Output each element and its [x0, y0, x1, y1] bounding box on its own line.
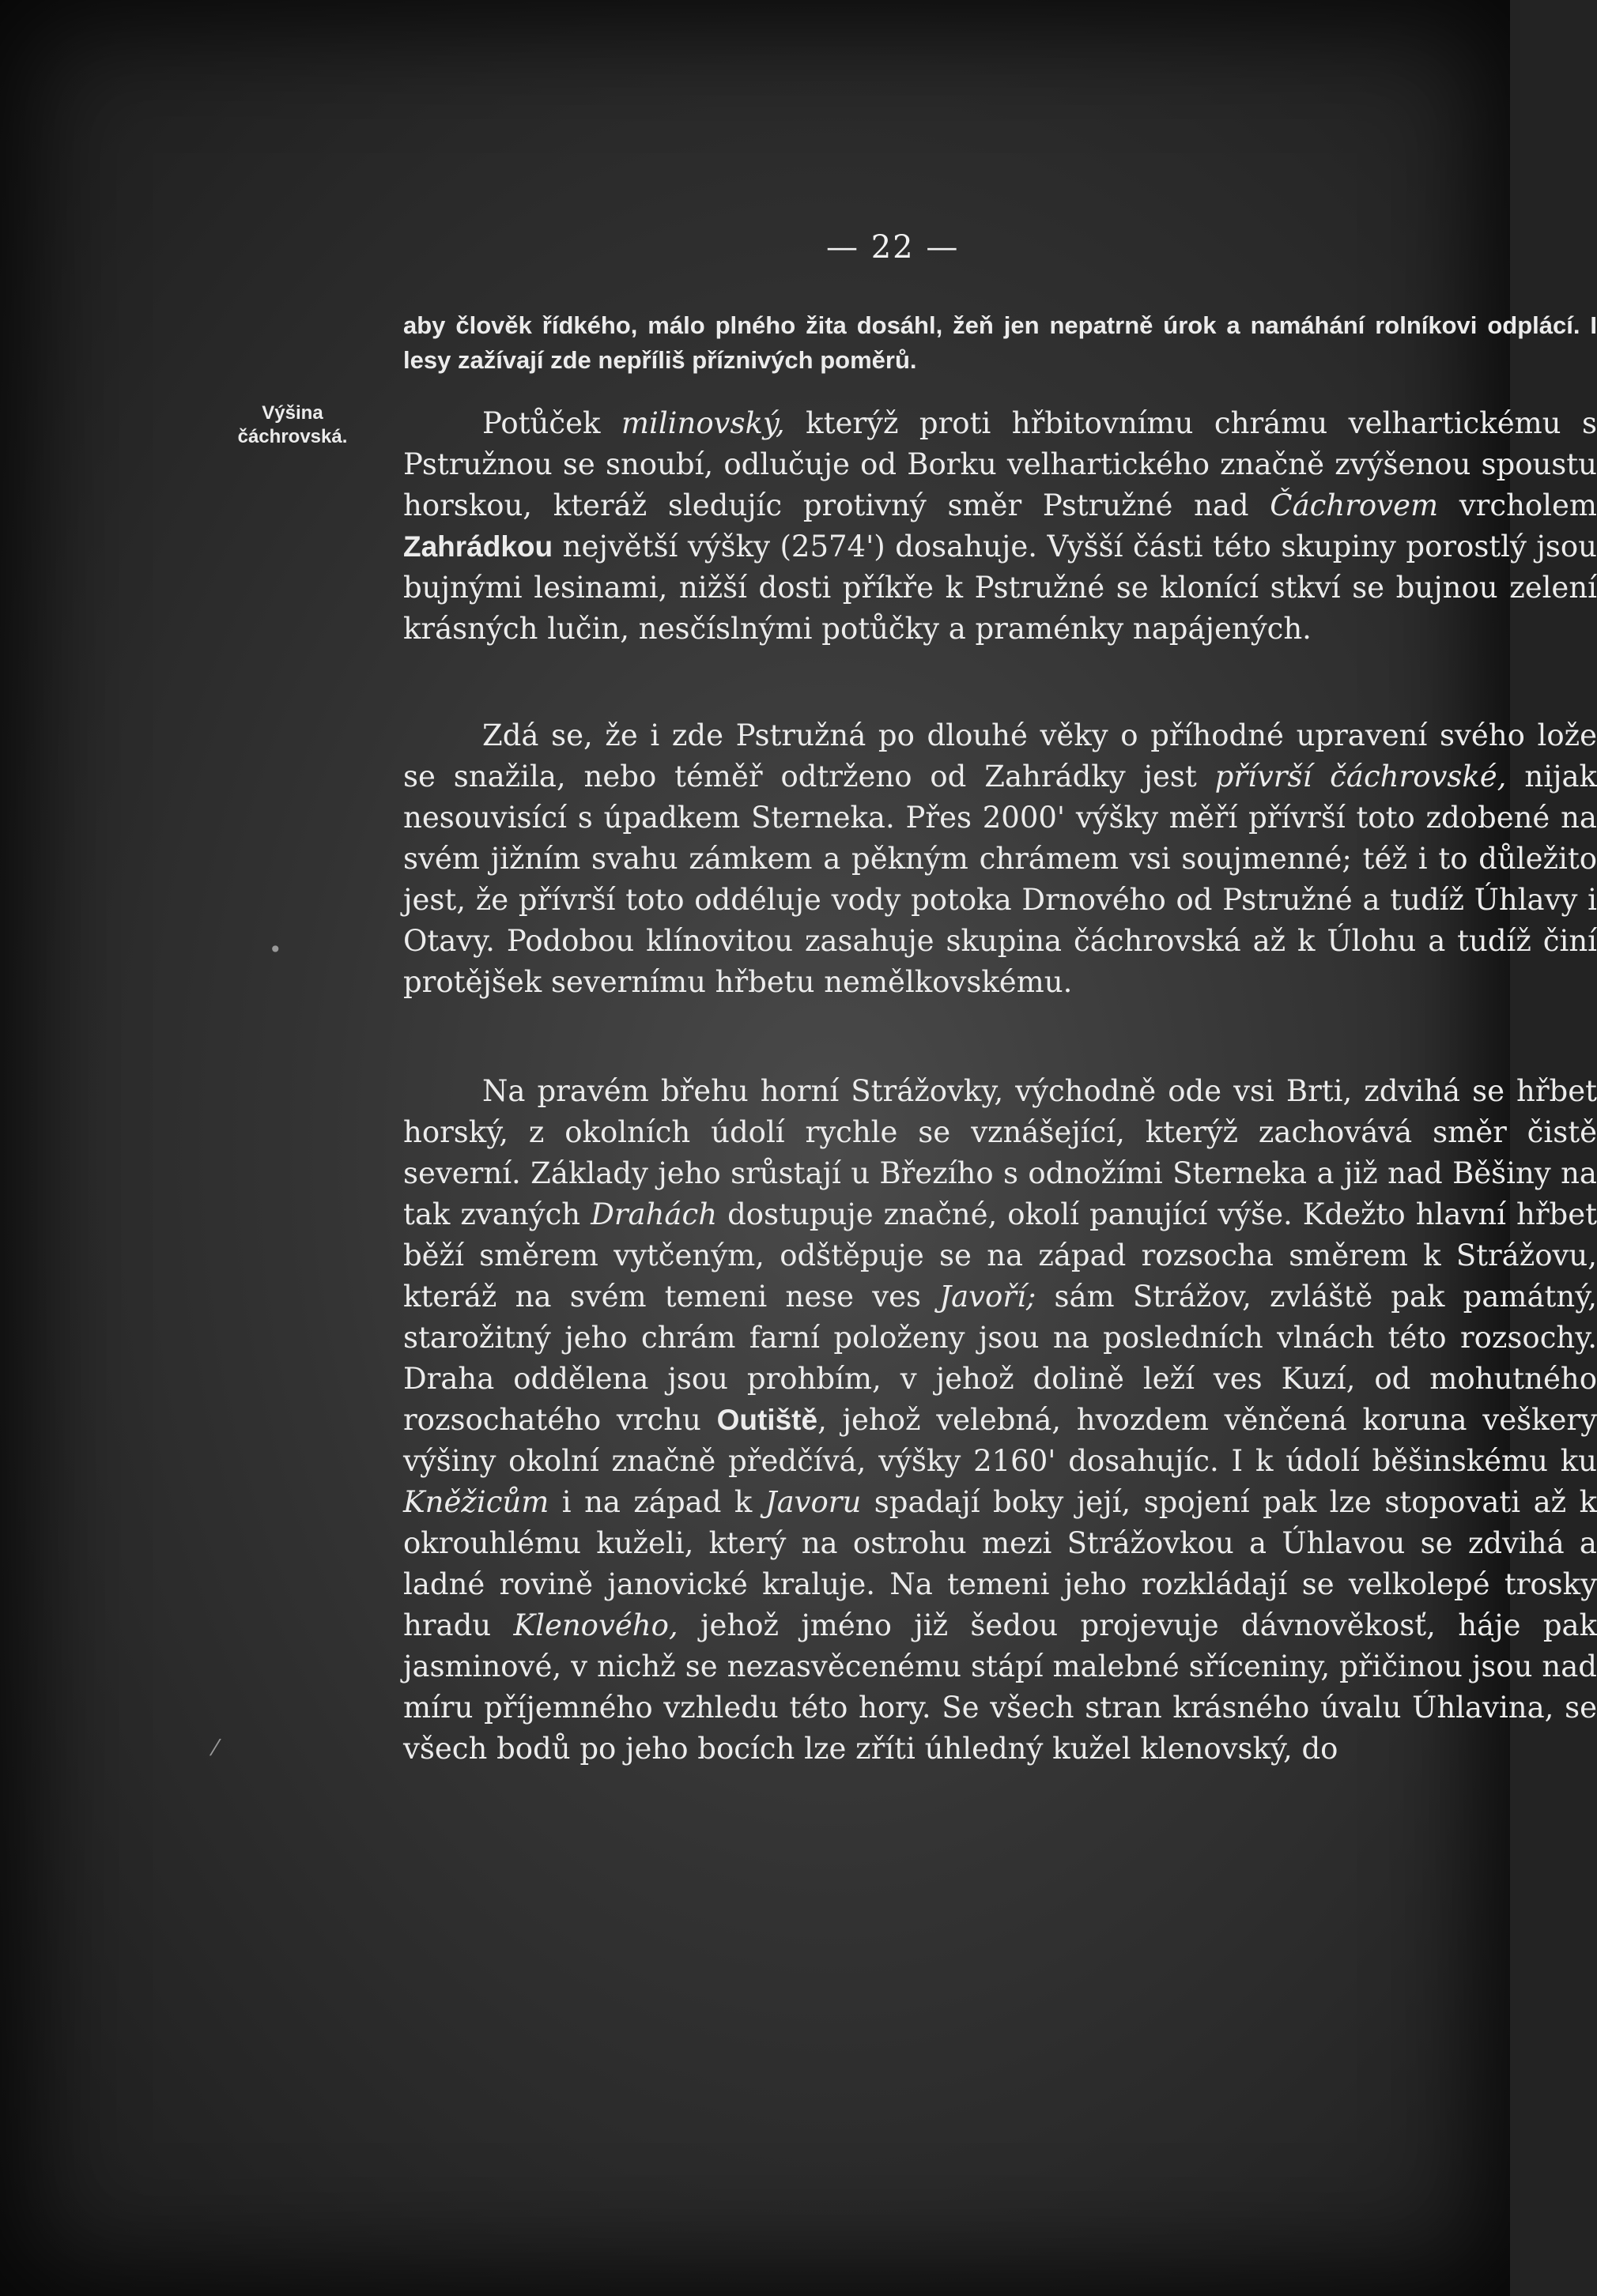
- p3-text: sám Strážov, zvláště pak památný, starožitný jeho chrám farní položeny jsou na posledních vlnách této rozsochy. Draha oddělena jsou prohbím, v jehož dolině leží ves Kuzí, od mohutného rozsochatého vrchu: [403, 1280, 1597, 1437]
- p3-emphasis-drahach: Drahách: [591, 1197, 718, 1231]
- p2-text: nijak nesouvisící s úpadkem Sterneka. Přes 2000' výšky měří přívrší toto zdobené na svém jižním svahu zámkem a pěkným chrámem vsi soujmenné; též i to důležito jest, že přívrší toto oddéluje vody potoka Drnového od Pstružné a tudíž Úhlavy i Otavy. Podobou klínovitou zasahuje skupina čáchrovská až k Úlohu a tudíž činí protějšek severnímu hřbetu nemělkovskému.: [403, 760, 1597, 999]
- intro-paragraph: aby člověk řídkého, málo plného žita dosáhl, žeň jen nepatrně úrok a namáhání rolníkovi odplácí. I lesy zažívají zde nepříliš příznivých poměrů.: [403, 311, 1597, 374]
- p3-text: , jehož velebná, hvozdem věnčená koruna veškery výšiny okolní značně předčívá, výšky 2160' dosahujíc. I k údolí běšinskému ku: [403, 1403, 1597, 1478]
- p3-text: spadají boky její, spojení pak lze stopovati až k okrouhlému kuželi, který na ostrohu mezi Strážovkou a Úhlavou se zdvihá a ladné rovině janovické kraluje. Na temeni jeho rozkládají se velkolepé trosky hradu: [403, 1485, 1597, 1642]
- p3-text: Na pravém břehu horní Strážovky, východně ode vsi Brti, zdvihá se hřbet horský, z okolních údolí rychle se vznášející, kterýž zachovává směr čistě severní. Základy jeho srůstají u Březího s odnožími Sterneka a již nad Běšiny na tak zvaných: [403, 1074, 1597, 1231]
- p3-emphasis-javoru: Javoru: [765, 1485, 862, 1519]
- p1-text: Potůček: [482, 406, 621, 440]
- p1-text: vrcholem: [1438, 488, 1597, 522]
- p1-text: kterýž proti hřbitovnímu chrámu velhartickému s Pstružnou se snoubí, odlučuje od Borku velhartického značně zvýšenou spoustu horskou, kteráž sledujíc protivný směr Pstružné nad: [403, 406, 1597, 522]
- p3-emphasis-javori: Javoří;: [939, 1280, 1036, 1314]
- p3-text: dostupuje značné, okolí panující výše. Kdežto hlavní hřbet běží směrem vytčeným, odštěpuje se na západ rozsocha směrem k Strážovu, kteráž na svém temeni nese ves: [403, 1197, 1597, 1314]
- p2-text: Zdá se, že i zde Pstružná po dlouhé věky o příhodné upravení svého lože se snažila, nebo téměř odtrženo od Zahrádky jest: [403, 718, 1597, 794]
- paragraph-3: [403, 1071, 1597, 1770]
- p1-emphasis-zahradkou: Zahrádkou: [403, 530, 553, 563]
- book-page: [202, 213, 1597, 2237]
- paragraph-2: [403, 715, 1597, 1003]
- stray-dot-mark: •: [269, 937, 282, 963]
- p3-emphasis-outiste: Outiště: [716, 1404, 818, 1436]
- p1-emphasis-cachrovem: Čáchrovem: [1270, 488, 1439, 522]
- p1-text: největší výšky (2574') dosahuje. Vyšší části této skupiny porostlý jsou bujnými lesinami, nižší dosti příkře k Pstružné se klonící stkví se bujnou zelení krásných lučin, nesčíslnými potůčky a praménky napájených.: [403, 530, 1597, 646]
- paragraph-1: [403, 403, 1597, 650]
- p3-text: i na západ k: [549, 1485, 765, 1519]
- margin-note: Výšina čáchrovská.: [237, 402, 348, 447]
- p3-emphasis-knezicum: Kněžicům: [403, 1485, 549, 1519]
- p3-emphasis-klenoveho: Klenového,: [513, 1608, 678, 1642]
- p2-emphasis-privrsi: přívrší čáchrovské,: [1214, 760, 1507, 794]
- p1-emphasis-milinovsky: milinovský,: [621, 406, 785, 440]
- page-number: — 22 —: [826, 229, 960, 266]
- stray-pen-mark: ⁄: [213, 1735, 217, 1761]
- p3-text: jehož jméno již šedou projevuje dávnověkosť, háje pak jasminové, v nichž se nezasvěcenému stápí malebné sříceniny, přičinou jsou nad míru příjemného vzhledu této hory. Se všech stran krásného úvalu Úhlavina, se všech bodů po jeho bocích lze zříti úhledný kužel klenovský, do: [403, 1608, 1597, 1766]
